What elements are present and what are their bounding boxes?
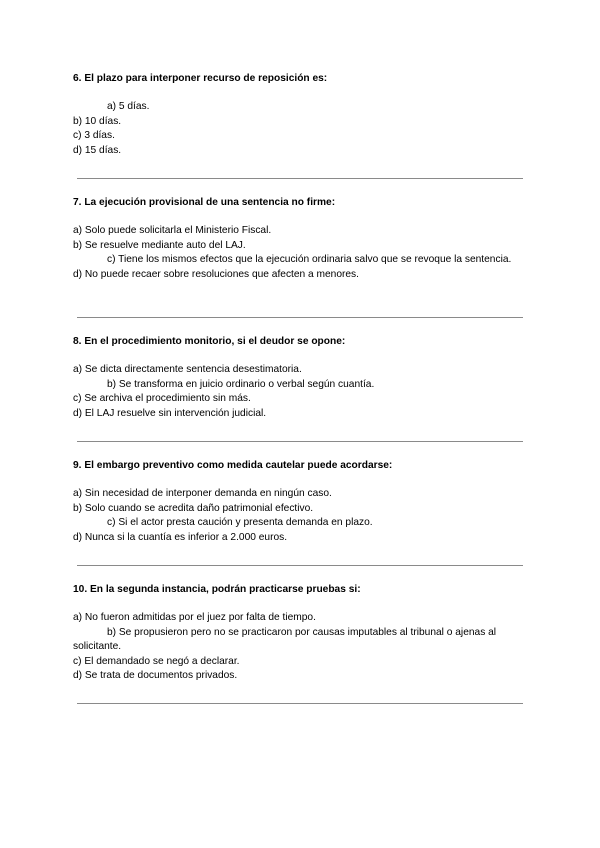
divider (77, 565, 523, 566)
answer-b: b) Se propusieron pero no se practicaron por causas imputables al tribunal o ajenas al solicitante. (73, 626, 497, 653)
question-title: 6. El plazo para interponer recurso de reposición es: (73, 73, 328, 84)
answer-c: c) Tiene los mismos efectos que la ejecución ordinaria salvo que se revoque la sentencia. (107, 254, 512, 266)
question-10 (73, 583, 528, 684)
answer-c: c) Se archiva el procedimiento sin más. (73, 393, 251, 405)
question-9 (73, 459, 528, 545)
question-7 (73, 196, 528, 282)
answer-a: a) No fueron admitidas por el juez por falta de tiempo. (73, 612, 316, 623)
question-title: 7. La ejecución provisional de una sentencia no firme: (73, 197, 336, 208)
question-6 (73, 72, 528, 158)
answer-list (73, 611, 528, 684)
divider (77, 703, 523, 704)
divider (77, 441, 523, 442)
question-8 (73, 335, 528, 421)
answer-b: b) Se resuelve mediante auto del LAJ. (73, 239, 246, 251)
answer-c: c) 3 días. (73, 130, 115, 142)
answer-b: b) 10 días. (73, 115, 122, 127)
answer-a: a) Se dicta directamente sentencia desestimatoria. (73, 364, 302, 375)
answer-list (73, 487, 528, 545)
question-title: 9. El embargo preventivo como medida cautelar puede acordarse: (73, 460, 393, 471)
answer-list (73, 363, 528, 421)
answer-b: b) Solo cuando se acredita daño patrimonial efectivo. (73, 502, 314, 514)
answer-list (73, 100, 528, 158)
answer-d: d) Nunca si la cuantía es inferior a 2.000 euros. (73, 531, 288, 543)
answer-d: d) Se trata de documentos privados. (73, 670, 238, 682)
answer-list (73, 224, 528, 282)
answer-c: c) Si el actor presta caución y presenta demanda en plazo. (107, 517, 373, 529)
answer-b: b) Se transforma en juicio ordinario o verbal según cuantía. (107, 378, 375, 390)
answer-a: a) Solo puede solicitarla el Ministerio Fiscal. (73, 225, 272, 236)
answer-d: d) No puede recaer sobre resoluciones que afecten a menores. (73, 268, 359, 280)
answer-c: c) El demandado se negó a declarar. (73, 655, 240, 667)
question-title: 10. En la segunda instancia, podrán practicarse pruebas si: (73, 584, 361, 595)
answer-d: d) El LAJ resuelve sin intervención judicial. (73, 407, 267, 419)
question-title: 8. En el procedimiento monitorio, si el deudor se opone: (73, 336, 346, 347)
answer-a: a) Sin necesidad de interponer demanda en ningún caso. (73, 488, 332, 499)
divider (77, 178, 523, 179)
divider (77, 317, 523, 318)
answer-d: d) 15 días. (73, 144, 122, 156)
answer-a: a) 5 días. (107, 101, 150, 112)
